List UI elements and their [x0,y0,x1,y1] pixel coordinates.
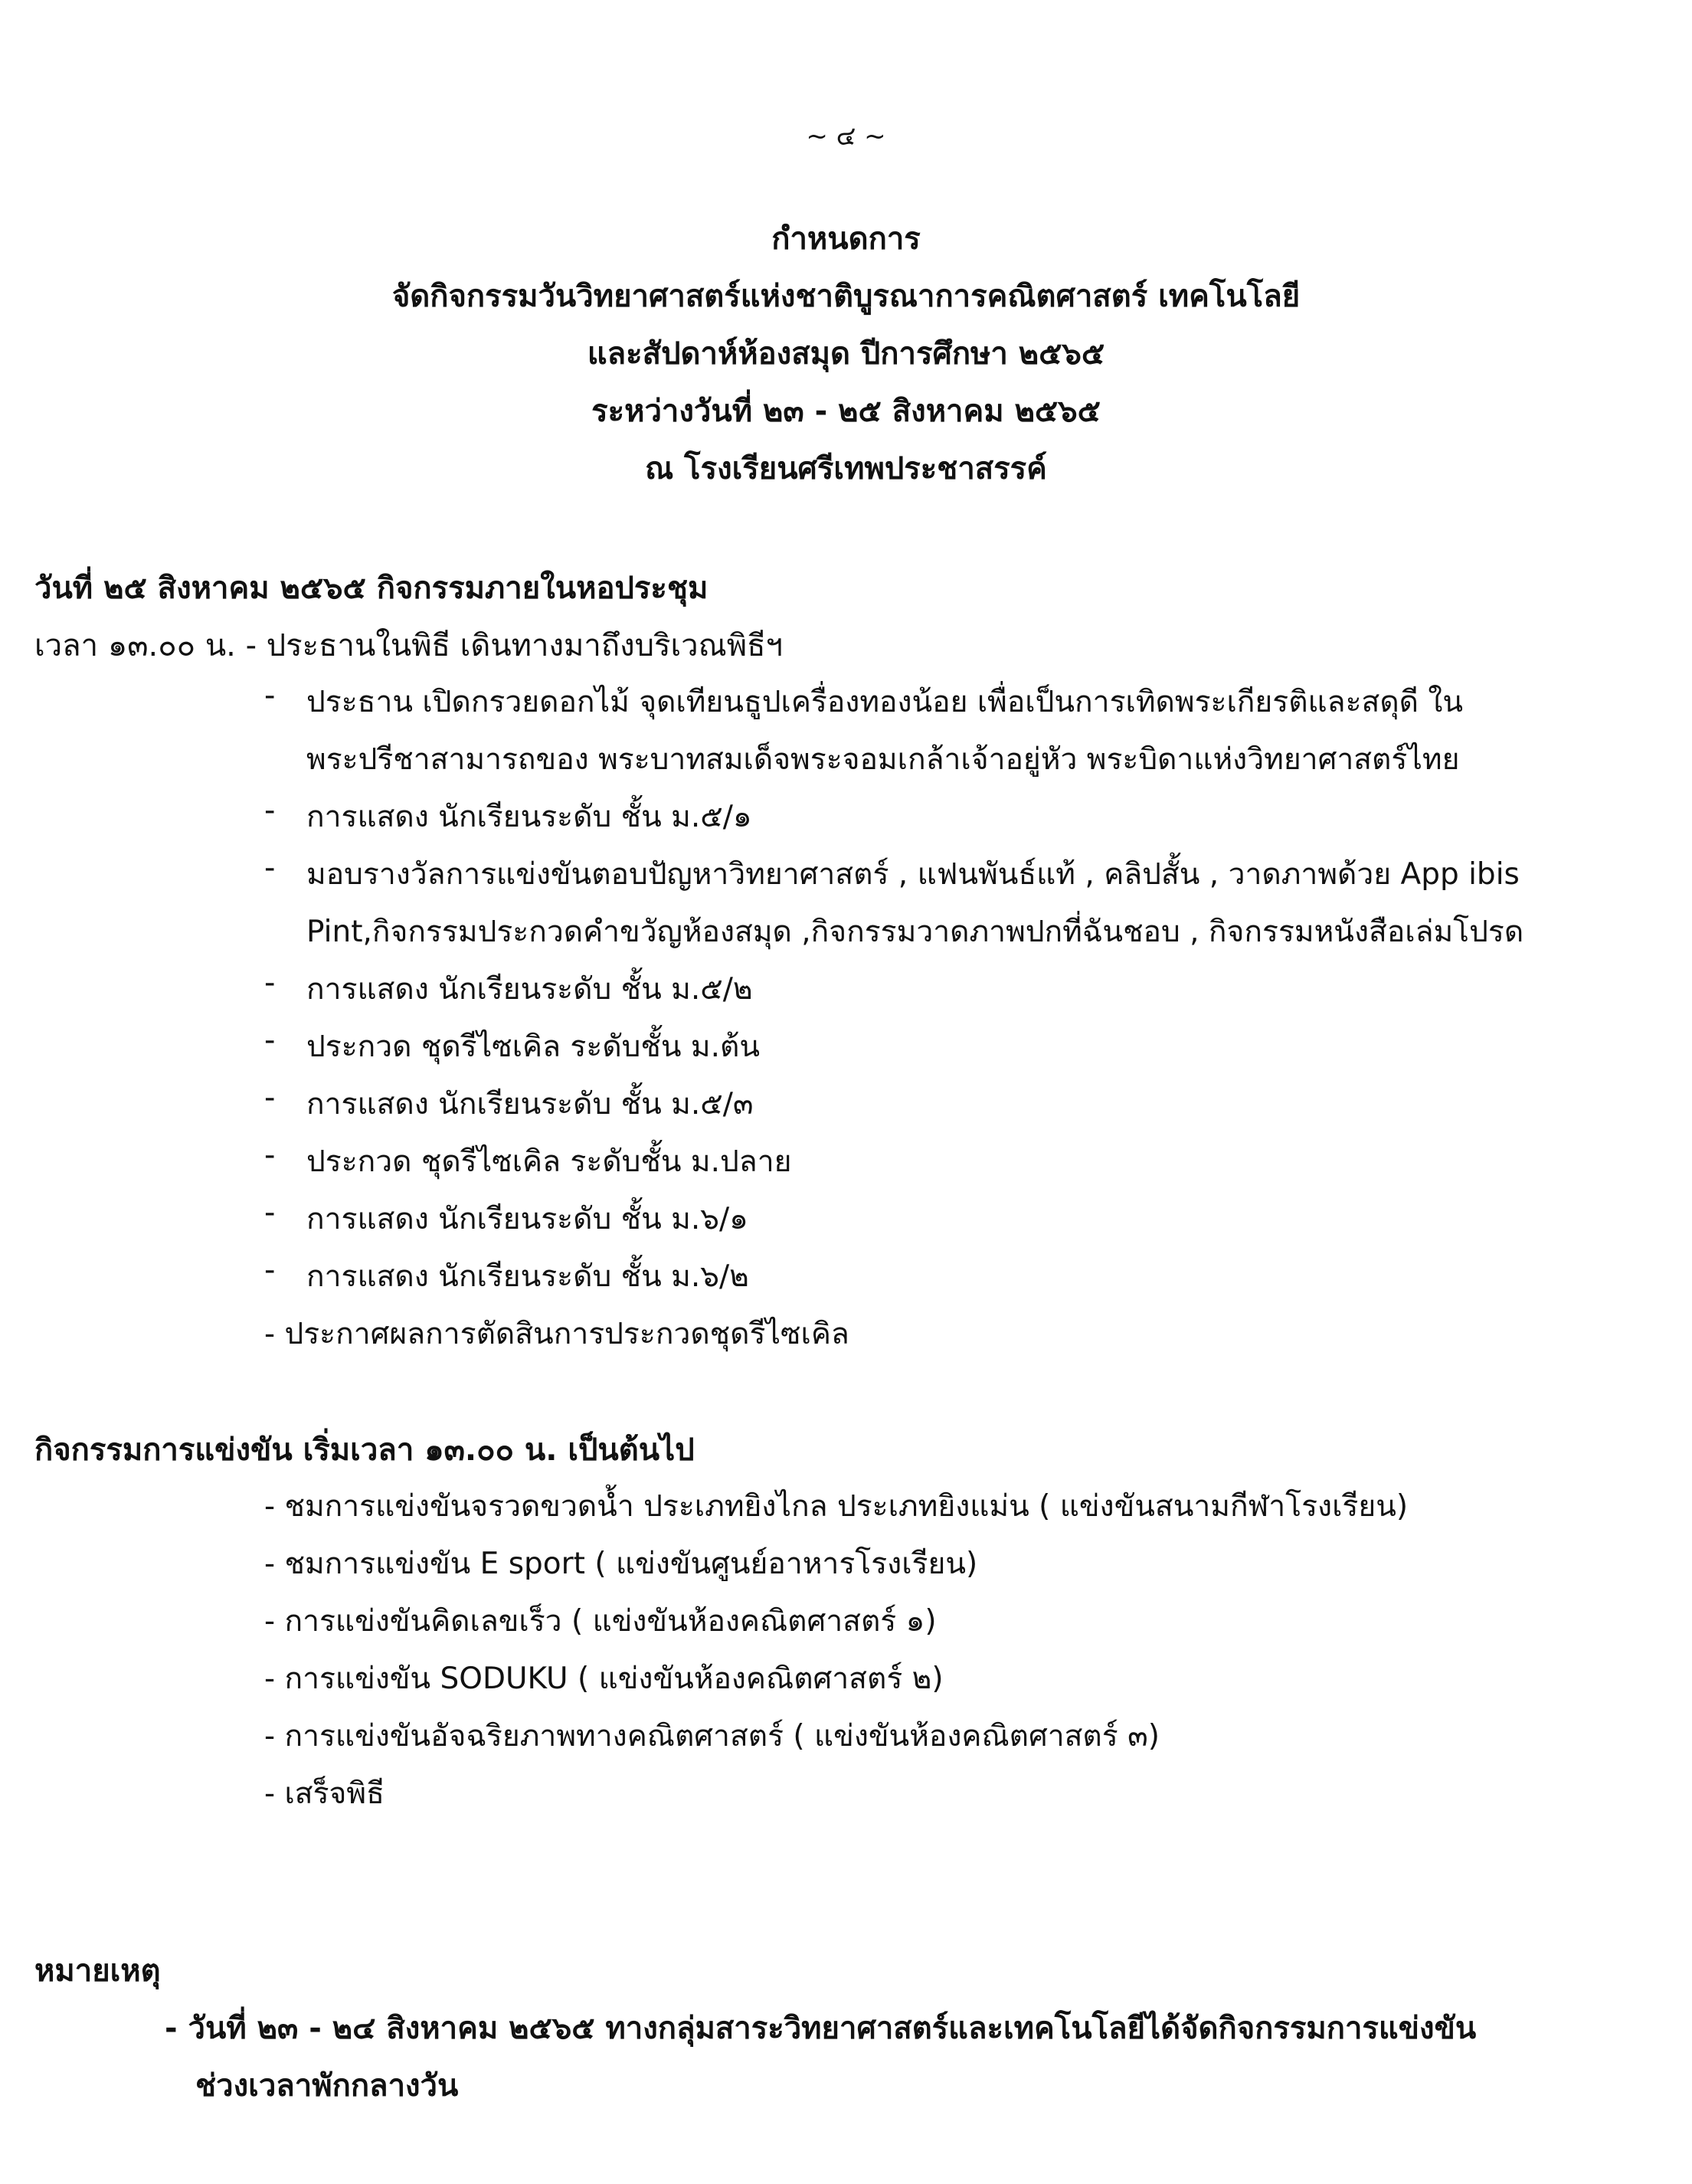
list-item: การแสดง นักเรียนระดับ ชั้น ม.๕/๑ [306,800,752,834]
list-item: - ชมการแข่งขัน E sport ( แข่งขันศูนย์อาหารโรงเรียน) [264,1547,978,1581]
bullet-dash: - [264,1252,276,1288]
list-item: การแสดง นักเรียนระดับ ชั้น ม.๕/๓ [306,1087,754,1121]
page-number: ~ ๔ ~ [806,121,886,152]
bullet-dash: - [264,678,276,713]
list-item: - การแข่งขันคิดเลขเร็ว ( แข่งขันห้องคณิตศาสตร์ ๑) [264,1604,937,1639]
title-line: และสัปดาห์ห้องสมุด ปีการศึกษา ๒๕๖๕ [587,336,1105,372]
list-item: - ชมการแข่งขันจรวดขวดน้ำ ประเภทยิงไกล ประเภทยิงแม่น ( แข่งขันสนามกีฬาโรงเรียน) [264,1489,1409,1524]
bullet-dash: - [264,965,276,1000]
list-item-continuation: Pint,กิจกรรมประกวดคำขวัญห้องสมุด ,กิจกรรมวาดภาพปกที่ฉันชอบ , กิจกรรมหนังสือเล่มโปรด [306,915,1524,949]
list-item: การแสดง นักเรียนระดับ ชั้น ม.๖/๒ [306,1259,749,1294]
bullet-dash: - [264,1080,276,1115]
title-line: จัดกิจกรรมวันวิทยาศาสตร์แห่งชาติบูรณาการคณิตศาสตร์ เทคโนโลยี [391,279,1301,314]
bullet-dash: - [264,1023,276,1058]
list-item: - เสร็จพิธี [264,1776,385,1811]
list-item-continuation: พระปรีชาสามารถของ พระบาทสมเด็จพระจอมเกล้าเจ้าอยู่หัว พระบิดาแห่งวิทยาศาสตร์ไทย [306,742,1460,777]
bullet-dash: - [264,1195,276,1230]
section2-heading: กิจกรรมการแข่งขัน เริ่มเวลา ๑๓.๐๐ น. เป็นต้นไป [34,1433,695,1468]
list-item: การแสดง นักเรียนระดับ ชั้น ม.๕/๒ [306,972,753,1007]
list-item: - ประกาศผลการตัดสินการประกวดชุดรีไซเคิล [264,1317,849,1351]
title-line: ณ โรงเรียนศรีเทพประชาสรรค์ [645,451,1047,486]
note-line: - วันที่ ๒๓ - ๒๔ สิงหาคม ๒๕๖๕ ทางกลุ่มสาระวิทยาศาสตร์และเทคโนโลยีได้จัดกิจกรรมการแข่งขัน [165,2011,1477,2046]
title-line: กำหนดการ [771,221,921,257]
document-title [0,211,1692,498]
list-item: ประธาน เปิดกรวยดอกไม้ จุดเทียนธูปเครื่องทองน้อย เพื่อเป็นการเทิดพระเกียรติและสดุดี ใน [306,685,1464,719]
note-heading: หมายเหตุ [34,1953,161,1989]
list-item: - การแข่งขัน SODUKU ( แข่งขันห้องคณิตศาสตร์ ๒) [264,1662,944,1696]
list-item: มอบรางวัลการแข่งขันตอบปัญหาวิทยาศาสตร์ , แฟนพันธ์แท้ , คลิปสั้น , วาดภาพด้วย App ibis [306,857,1520,892]
bullet-dash: - [264,793,276,828]
note-line: ช่วงเวลาพักกลางวัน [195,2068,459,2104]
list-item: การแสดง นักเรียนระดับ ชั้น ม.๖/๑ [306,1202,748,1236]
list-item: - การแข่งขันอัจฉริยภาพทางคณิตศาสตร์ ( แข่งขันห้องคณิตศาสตร์ ๓) [264,1719,1160,1753]
bullet-dash: - [264,850,276,886]
bullet-dash: - [264,1138,276,1173]
list-item: ประกวด ชุดรีไซเคิล ระดับชั้น ม.ปลาย [306,1144,792,1179]
section1-heading: วันที่ ๒๕ สิงหาคม ๒๕๖๕ กิจกรรมภายในหอประชุม [34,571,709,606]
time-line: เวลา ๑๓.๐๐ น. - ประธานในพิธี เดินทางมาถึงบริเวณพิธีฯ [34,628,783,663]
list-item: ประกวด ชุดรีไซเคิล ระดับชั้น ม.ต้น [306,1030,761,1064]
title-line: ระหว่างวันที่ ๒๓ - ๒๕ สิงหาคม ๒๕๖๕ [591,394,1101,429]
